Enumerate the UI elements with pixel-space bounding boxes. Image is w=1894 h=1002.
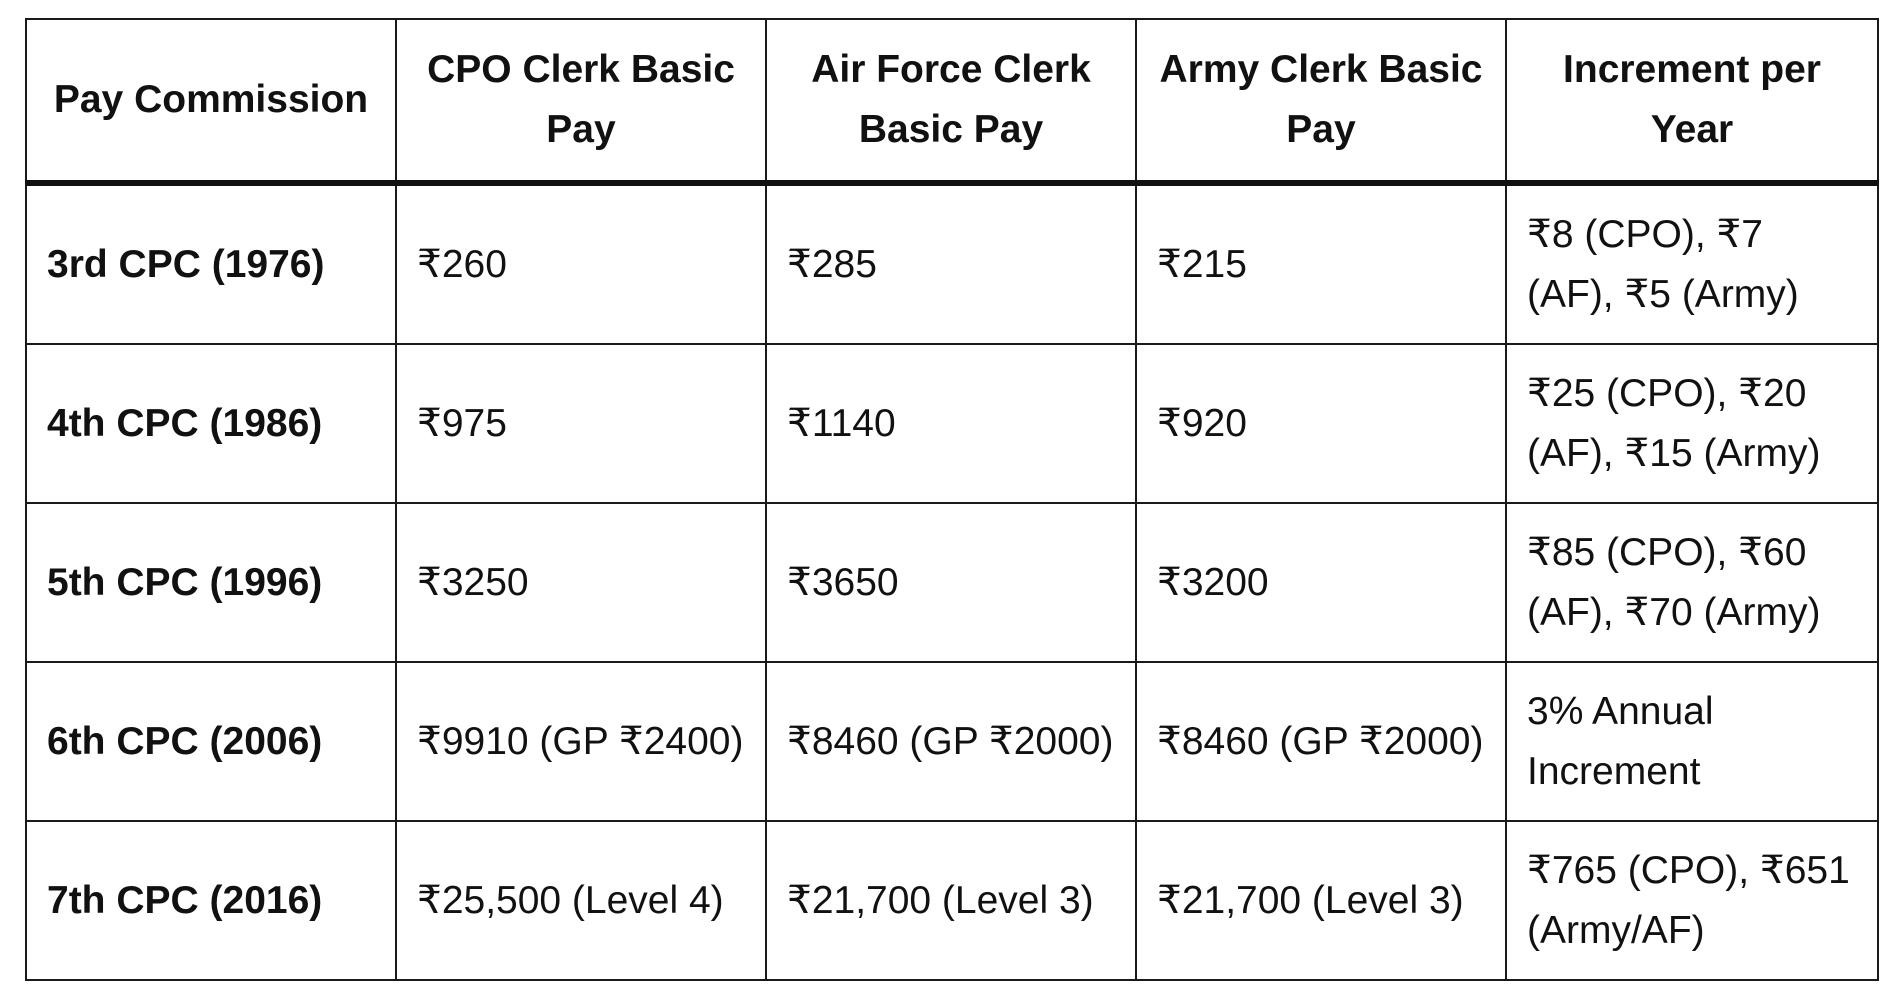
cell-increment-per-year: ₹25 (CPO), ₹20 (AF), ₹15 (Army) [1506,344,1878,503]
header-row [26,19,1878,183]
cell-cpo-basic-pay: ₹9910 (GP ₹2400) [396,662,766,821]
cell-air-force-basic-pay: ₹3650 [766,503,1136,662]
header-army-clerk-basic-pay: Army Clerk Basic Pay [1136,19,1506,183]
cell-increment-per-year: ₹765 (CPO), ₹651 (Army/AF) [1506,821,1878,980]
table-row [26,344,1878,503]
cell-army-basic-pay: ₹21,700 (Level 3) [1136,821,1506,980]
cell-cpo-basic-pay: ₹3250 [396,503,766,662]
table-row [26,503,1878,662]
row-pay-commission: 7th CPC (2016) [26,821,396,980]
cell-air-force-basic-pay: ₹21,700 (Level 3) [766,821,1136,980]
cell-air-force-basic-pay: ₹285 [766,183,1136,344]
cell-cpo-basic-pay: ₹975 [396,344,766,503]
row-pay-commission: 3rd CPC (1976) [26,183,396,344]
cell-army-basic-pay: ₹920 [1136,344,1506,503]
cell-air-force-basic-pay: ₹8460 (GP ₹2000) [766,662,1136,821]
header-increment-per-year: Increment per Year [1506,19,1878,183]
cell-air-force-basic-pay: ₹1140 [766,344,1136,503]
row-pay-commission: 5th CPC (1996) [26,503,396,662]
row-pay-commission: 4th CPC (1986) [26,344,396,503]
table-body [26,183,1878,980]
table-row [26,183,1878,344]
cell-increment-per-year: ₹8 (CPO), ₹7 (AF), ₹5 (Army) [1506,183,1878,344]
cell-cpo-basic-pay: ₹260 [396,183,766,344]
header-pay-commission: Pay Commission [26,19,396,183]
table-row [26,662,1878,821]
cell-increment-per-year: 3% Annual Increment [1506,662,1878,821]
cell-increment-per-year: ₹85 (CPO), ₹60 (AF), ₹70 (Army) [1506,503,1878,662]
cell-cpo-basic-pay: ₹25,500 (Level 4) [396,821,766,980]
header-cpo-clerk-basic-pay: CPO Clerk Basic Pay [396,19,766,183]
cell-army-basic-pay: ₹215 [1136,183,1506,344]
header-air-force-clerk-basic-pay: Air Force Clerk Basic Pay [766,19,1136,183]
table-row [26,821,1878,980]
cell-army-basic-pay: ₹8460 (GP ₹2000) [1136,662,1506,821]
row-pay-commission: 6th CPC (2006) [26,662,396,821]
pay-commission-table [25,18,1879,981]
cell-army-basic-pay: ₹3200 [1136,503,1506,662]
table-header [26,19,1878,183]
